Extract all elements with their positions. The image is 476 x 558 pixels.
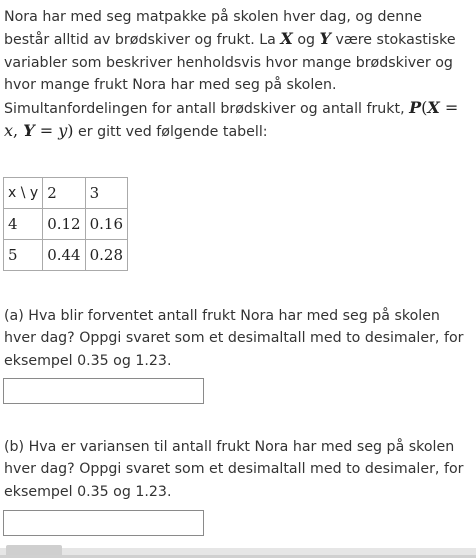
var-X: X [280, 29, 293, 49]
formula-P: P [409, 97, 422, 117]
problem-intro [4, 6, 464, 143]
formula-close: ) [67, 121, 74, 141]
intro-text-1: Nora har med seg matpakke på skolen hver dag, og denne består alltid av brødskiver og frukt. La [4, 9, 422, 49]
table-cell: 0.44 [43, 240, 85, 271]
table-cell: 0.28 [85, 240, 127, 271]
formula-y: y [58, 121, 68, 141]
joint-distribution-table [3, 177, 128, 271]
formula-X: X [427, 97, 440, 117]
table-corner-cell: x \ y [4, 178, 43, 209]
formula-x: x [4, 121, 14, 141]
intro-og: og [292, 32, 320, 49]
table-header-row [4, 178, 128, 209]
formula-eq1: = [439, 97, 459, 117]
table-header-cell: 2 [43, 178, 85, 209]
intro-text-3: er gitt ved følgende tabell: [73, 124, 268, 141]
var-Y: Y [319, 29, 331, 49]
table-header-cell: 3 [85, 178, 127, 209]
table-row [4, 240, 128, 271]
question-a: (a) Hva blir forventet antall frukt Nora har med seg på skolen hver dag? Oppgi svaret som et desimaltall med to desimaler, for eksempel 0.35 og 1.23. [4, 308, 464, 369]
question-b: (b) Hva er variansen til antall frukt Nora har med seg på skolen hver dag? Oppgi svaret som et desimaltall med to desimaler, for eksempel 0.35 og 1.23. [4, 439, 464, 500]
table-cell: 0.12 [43, 209, 85, 240]
formula-eq2: = [34, 121, 59, 141]
formula-comma: , [13, 121, 24, 141]
table-row-label: 4 [4, 209, 43, 240]
formula-open: ( [421, 97, 428, 117]
formula-Y: Y [23, 121, 35, 141]
intro-text-2: være stokastiske variabler som beskriver henholdsvis hvor mange brødskiver og hvor mange frukt Nora har med seg på skolen. Simultanfordelingen for antall brødskiver og antall frukt, [4, 32, 456, 117]
table-row [4, 209, 128, 240]
answer-b-input[interactable] [3, 510, 204, 536]
answer-a-input[interactable] [3, 378, 204, 404]
table-cell: 0.16 [85, 209, 127, 240]
table-row-label: 5 [4, 240, 43, 271]
